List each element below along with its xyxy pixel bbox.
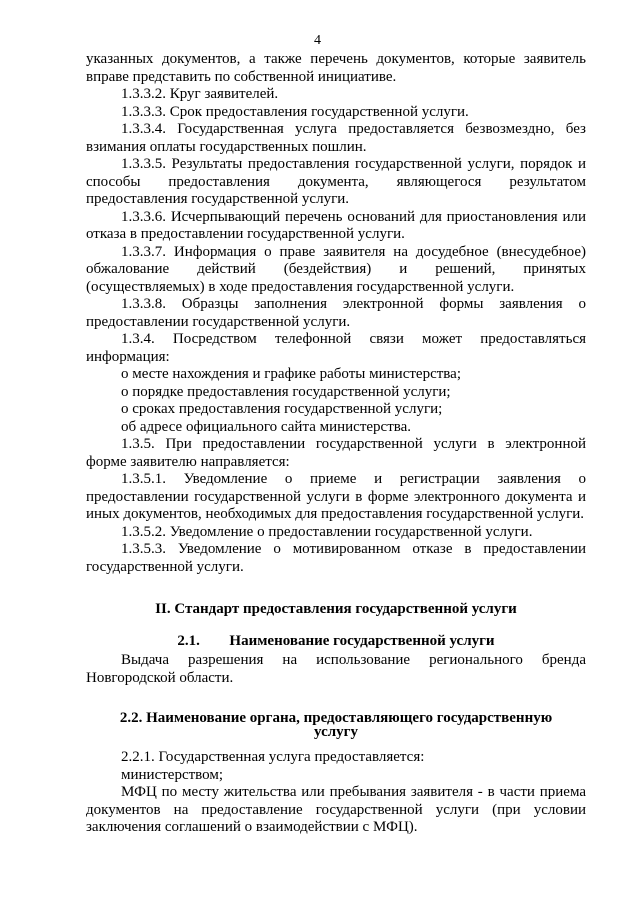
paragraph: 1.3.3.3. Срок предоставления государственной услуги.: [121, 103, 469, 120]
document-body: [86, 51, 586, 837]
paragraph: 1.3.4. Посредством телефонной связи может предоставляться информация:: [86, 331, 586, 365]
paragraph: 1.3.3.5. Результаты предоставления государственной услуги, порядок и способы предоставления документа, являющегося результатом предоставления государственной услуги.: [86, 156, 586, 207]
paragraph: 1.3.3.4. Государственная услуга предоставляется безвозмездно, без взимания оплаты государственных пошлин.: [86, 121, 586, 155]
section-title: Наименование государственной услуги: [229, 632, 495, 649]
paragraph: 1.3.5. При предоставлении государственной услуги в электронной форме заявителю направляется:: [86, 436, 586, 470]
paragraph: 1.3.3.2. Круг заявителей.: [121, 86, 279, 102]
paragraph: МФЦ по месту жительства или пребывания заявителя - в части приема документов на предоставление государственной услуги (при условии заключения соглашений о взаимодействии с МФЦ).: [86, 784, 586, 835]
paragraph: 2.2.1. Государственная услуга предоставляется:: [121, 749, 425, 765]
section-heading-2: II. Стандарт предоставления государственной услуги: [155, 601, 517, 617]
paragraph: министерством;: [121, 766, 224, 783]
paragraph: 1.3.3.7. Информация о праве заявителя на досудебное (внесудебное) обжалование действий (бездействия) и решений, принятых (осуществляемых) в ходе предоставления государственной услуги.: [86, 243, 586, 295]
section-number: 2.1.: [177, 632, 200, 649]
list-item: о сроках предоставления государственной услуги;: [121, 401, 443, 417]
paragraph: Выдача разрешения на использование регионального бренда Новгородской области.: [86, 652, 586, 686]
page-number: 4: [314, 33, 321, 48]
paragraph: 1.3.3.8. Образцы заполнения электронной формы заявления о предоставлении государственной услуги.: [86, 296, 586, 330]
list-item: об адресе официального сайта министерства.: [121, 418, 412, 435]
section-title-line: услугу: [314, 724, 358, 740]
section-heading-2-2: [86, 711, 586, 739]
list-item: о порядке предоставления государственной услуги;: [121, 383, 451, 400]
section-heading-2-1: [86, 633, 586, 651]
section-title-line: 2.2. Наименование органа, предоставляющего государственную: [119, 710, 553, 726]
paragraph: 1.3.5.2. Уведомление о предоставлении государственной услуги.: [121, 523, 533, 540]
paragraph: 1.3.5.1. Уведомление о приеме и регистрации заявления о предоставлении государственной услуги в форме электронного документа и иных документов, необходимых для предоставления государственной услуги.: [86, 471, 586, 522]
paragraph: 1.3.5.3. Уведомление о мотивированном отказе в предоставлении государственной услуги.: [86, 541, 586, 575]
paragraph: 1.3.3.6. Исчерпывающий перечень оснований для приостановления или отказа в предоставлении государственной услуги.: [86, 208, 586, 242]
paragraph: указанных документов, а также перечень документов, которые заявитель вправе представить по собственной инициативе.: [86, 51, 586, 85]
list-item: о месте нахождения и графике работы министерства;: [121, 366, 461, 382]
